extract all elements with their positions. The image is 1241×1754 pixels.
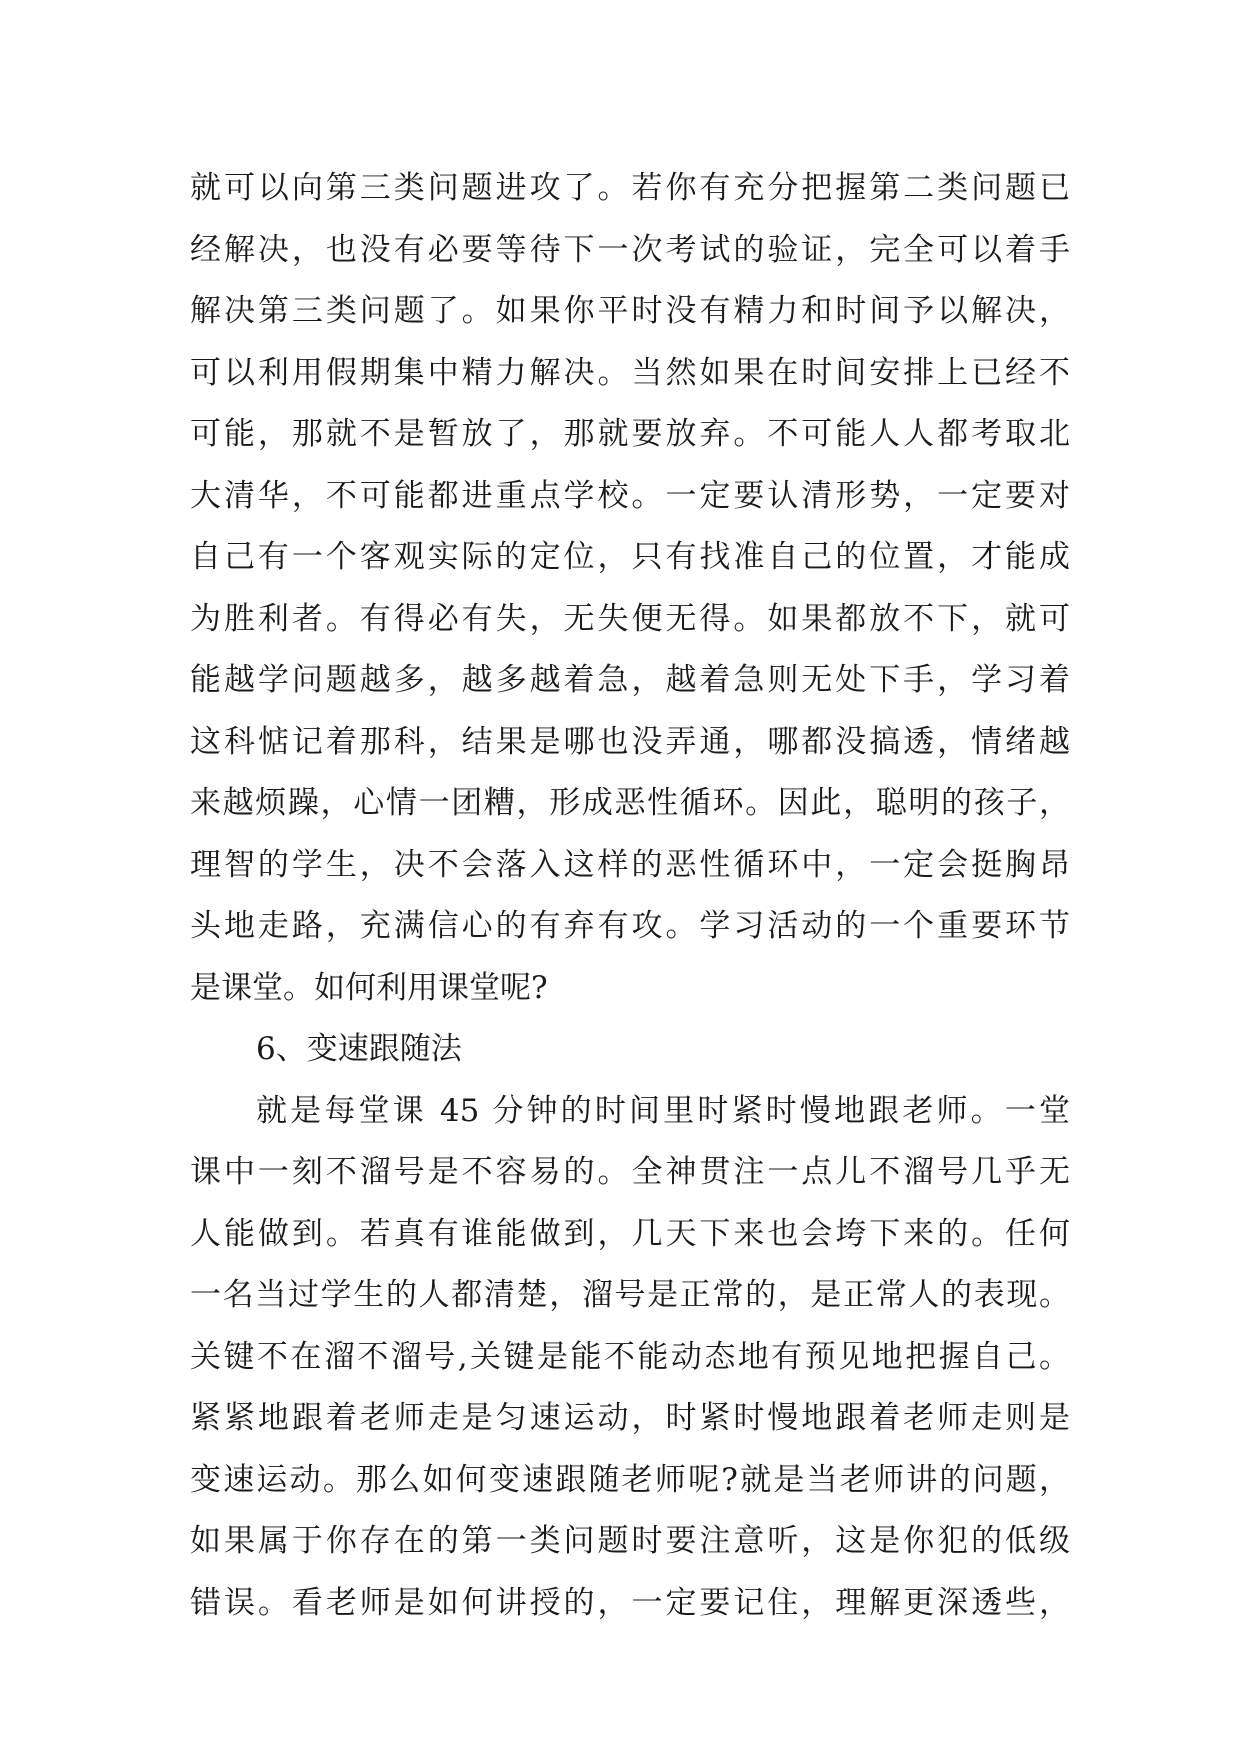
text-line: 可以利用假期集中精力解决。当然如果在时间安排上已经不 bbox=[190, 354, 1070, 391]
text-line: 这科惦记着那科，结果是哪也没弄通，哪都没搞透，情绪越 bbox=[190, 723, 1070, 760]
text-line: 能越学问题越多，越多越着急，越着急则无处下手，学习着 bbox=[190, 662, 1070, 698]
section-heading: 6、变速跟随法 bbox=[256, 1031, 462, 1067]
text-line: 错误。看老师是如何讲授的，一定要记住，理解更深透些， bbox=[190, 1584, 1070, 1621]
text-line: 关键不在溜不溜号,关键是能不能动态地有预见地把握自己。 bbox=[190, 1338, 1070, 1375]
text-line: 大清华，不可能都进重点学校。一定要认清形势，一定要对 bbox=[190, 477, 1070, 514]
paragraph-1 bbox=[190, 158, 1070, 1019]
paragraph-2 bbox=[190, 1081, 1070, 1635]
text-line: 理智的学生，决不会落入这样的恶性循环中，一定会挺胸昂 bbox=[190, 846, 1070, 883]
text-line: 是课堂。如何利用课堂呢? bbox=[190, 969, 548, 1006]
text-line: 解决第三类问题了。如果你平时没有精力和时间予以解决， bbox=[190, 293, 1070, 329]
text-line: 为胜利者。有得必有失，无失便无得。如果都放不下，就可 bbox=[190, 600, 1070, 637]
text-line: 如果属于你存在的第一类问题时要注意听，这是你犯的低级 bbox=[190, 1523, 1070, 1559]
text-line: 头地走路，充满信心的有弃有攻。学习活动的一个重要环节 bbox=[190, 908, 1070, 944]
text-line: 自己有一个客观实际的定位，只有找准自己的位置，才能成 bbox=[190, 539, 1070, 575]
document-body bbox=[190, 158, 1070, 1634]
text-line: 就是每堂课 45 分钟的时间里时紧时慢地跟老师。一堂 bbox=[256, 1092, 1070, 1129]
text-line: 课中一刻不溜号是不容易的。全神贯注一点儿不溜号几乎无 bbox=[190, 1154, 1070, 1190]
text-line: 来越烦躁，心情一团糟，形成恶性循环。因此，聪明的孩子， bbox=[190, 785, 1070, 821]
text-line: 就可以向第三类问题进攻了。若你有充分把握第二类问题已 bbox=[190, 170, 1070, 206]
text-line: 经解决，也没有必要等待下一次考试的验证，完全可以着手 bbox=[190, 231, 1070, 268]
text-line: 可能，那就不是暂放了，那就要放弃。不可能人人都考取北 bbox=[190, 416, 1070, 452]
text-line: 一名当过学生的人都清楚，溜号是正常的，是正常人的表现。 bbox=[190, 1277, 1070, 1313]
text-line: 人能做到。若真有谁能做到，几天下来也会垮下来的。任何 bbox=[190, 1215, 1070, 1252]
text-line: 变速运动。那么如何变速跟随老师呢?就是当老师讲的问题， bbox=[190, 1461, 1070, 1498]
text-line: 紧紧地跟着老师走是匀速运动，时紧时慢地跟着老师走则是 bbox=[190, 1400, 1070, 1436]
